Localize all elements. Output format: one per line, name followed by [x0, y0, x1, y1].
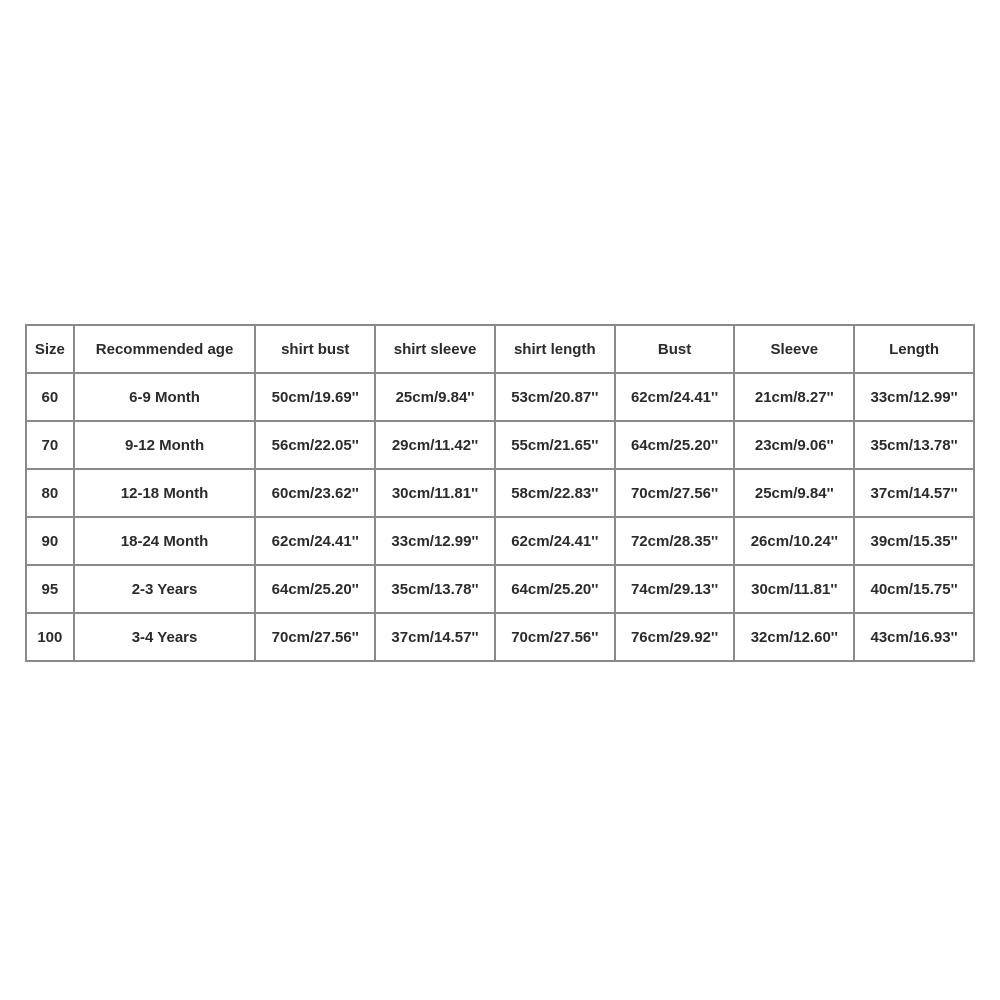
header-length: Length [854, 325, 974, 373]
cell-size: 95 [26, 565, 74, 613]
cell-bust: 76cm/29.92'' [615, 613, 735, 661]
cell-size: 80 [26, 469, 74, 517]
cell-sleeve: 26cm/10.24'' [734, 517, 854, 565]
cell-recommended-age: 6-9 Month [74, 373, 256, 421]
table-row [26, 469, 974, 517]
cell-length: 39cm/15.35'' [854, 517, 974, 565]
header-shirt-bust: shirt bust [255, 325, 375, 373]
cell-shirt-length: 53cm/20.87'' [495, 373, 615, 421]
cell-length: 37cm/14.57'' [854, 469, 974, 517]
cell-shirt-length: 58cm/22.83'' [495, 469, 615, 517]
cell-bust: 74cm/29.13'' [615, 565, 735, 613]
cell-shirt-sleeve: 37cm/14.57'' [375, 613, 495, 661]
cell-shirt-bust: 60cm/23.62'' [255, 469, 375, 517]
table-row [26, 565, 974, 613]
table-row [26, 421, 974, 469]
cell-recommended-age: 9-12 Month [74, 421, 256, 469]
header-shirt-length: shirt length [495, 325, 615, 373]
cell-shirt-bust: 62cm/24.41'' [255, 517, 375, 565]
cell-size: 60 [26, 373, 74, 421]
header-shirt-sleeve: shirt sleeve [375, 325, 495, 373]
cell-sleeve: 25cm/9.84'' [734, 469, 854, 517]
cell-shirt-length: 55cm/21.65'' [495, 421, 615, 469]
cell-recommended-age: 2-3 Years [74, 565, 256, 613]
cell-length: 35cm/13.78'' [854, 421, 974, 469]
header-sleeve: Sleeve [734, 325, 854, 373]
header-size: Size [26, 325, 74, 373]
cell-sleeve: 23cm/9.06'' [734, 421, 854, 469]
cell-sleeve: 32cm/12.60'' [734, 613, 854, 661]
cell-recommended-age: 3-4 Years [74, 613, 256, 661]
cell-shirt-sleeve: 29cm/11.42'' [375, 421, 495, 469]
cell-recommended-age: 12-18 Month [74, 469, 256, 517]
cell-bust: 64cm/25.20'' [615, 421, 735, 469]
size-chart-table [25, 324, 975, 662]
cell-shirt-sleeve: 25cm/9.84'' [375, 373, 495, 421]
table-row [26, 613, 974, 661]
cell-size: 70 [26, 421, 74, 469]
cell-shirt-bust: 70cm/27.56'' [255, 613, 375, 661]
cell-shirt-bust: 64cm/25.20'' [255, 565, 375, 613]
cell-size: 100 [26, 613, 74, 661]
cell-length: 33cm/12.99'' [854, 373, 974, 421]
cell-shirt-length: 70cm/27.56'' [495, 613, 615, 661]
cell-bust: 70cm/27.56'' [615, 469, 735, 517]
table-row [26, 373, 974, 421]
table-header-row [26, 325, 974, 373]
cell-bust: 62cm/24.41'' [615, 373, 735, 421]
cell-shirt-length: 62cm/24.41'' [495, 517, 615, 565]
cell-shirt-bust: 56cm/22.05'' [255, 421, 375, 469]
table-row [26, 517, 974, 565]
cell-shirt-sleeve: 35cm/13.78'' [375, 565, 495, 613]
cell-recommended-age: 18-24 Month [74, 517, 256, 565]
cell-shirt-length: 64cm/25.20'' [495, 565, 615, 613]
cell-size: 90 [26, 517, 74, 565]
cell-length: 40cm/15.75'' [854, 565, 974, 613]
cell-sleeve: 21cm/8.27'' [734, 373, 854, 421]
cell-length: 43cm/16.93'' [854, 613, 974, 661]
header-bust: Bust [615, 325, 735, 373]
cell-bust: 72cm/28.35'' [615, 517, 735, 565]
cell-shirt-sleeve: 33cm/12.99'' [375, 517, 495, 565]
header-recommended-age: Recommended age [74, 325, 256, 373]
cell-shirt-bust: 50cm/19.69'' [255, 373, 375, 421]
cell-sleeve: 30cm/11.81'' [734, 565, 854, 613]
cell-shirt-sleeve: 30cm/11.81'' [375, 469, 495, 517]
